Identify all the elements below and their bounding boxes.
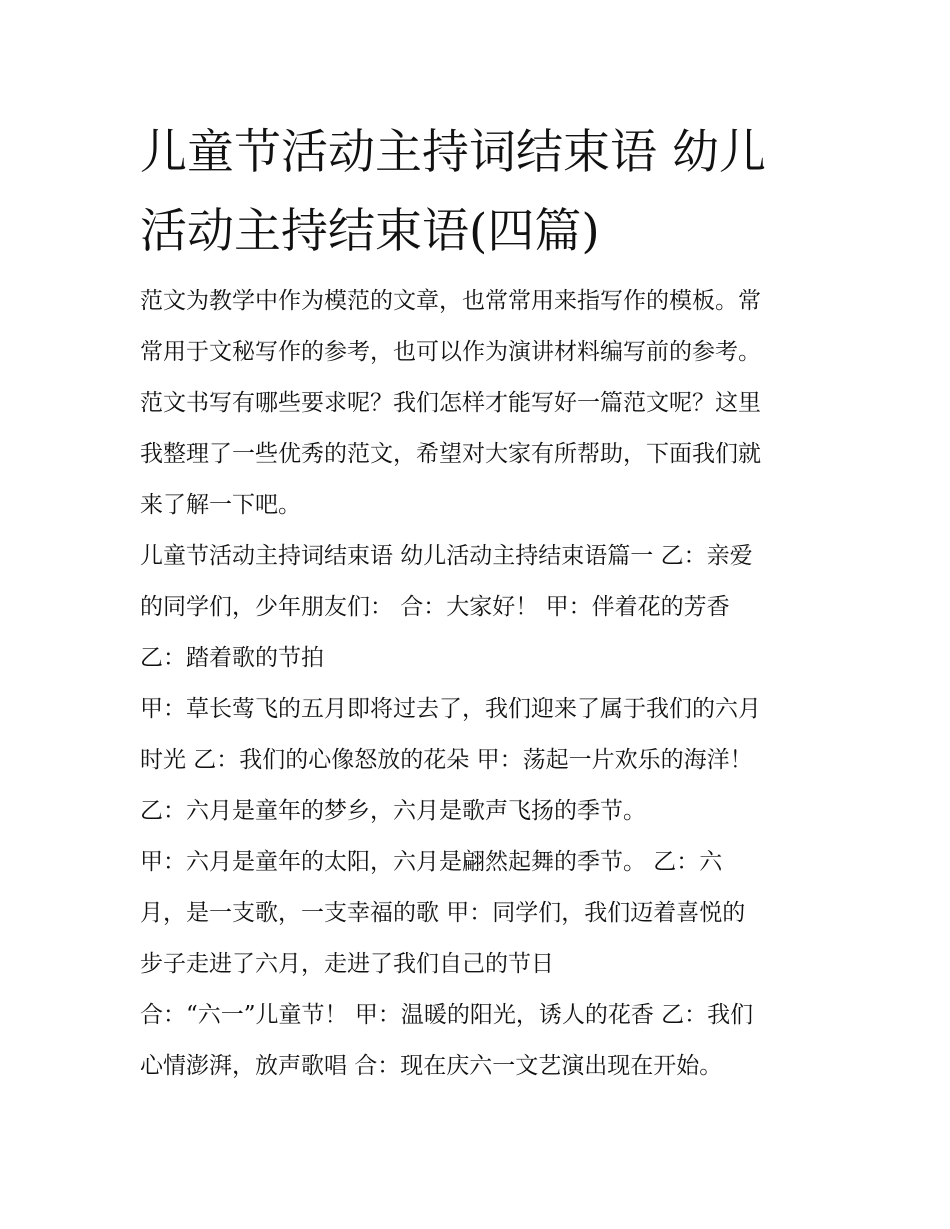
body-line: 范文书写有哪些要求呢？我们怎样才能写好一篇范文呢？这里 <box>140 390 761 416</box>
body-line: 月，是一支歌，一支幸福的歌 甲：同学们，我们迈着喜悦的 <box>140 900 746 926</box>
body-line: 我整理了一些优秀的范文，希望对大家有所帮助，下面我们就 <box>140 441 761 467</box>
body-line: 合：“六一”儿童节！ 甲：温暖的阳光，诱人的花香 乙：我们 <box>140 1002 754 1028</box>
body-line: 步子走进了六月，走进了我们自己的节日 <box>140 951 554 977</box>
title-line-1: 儿童节活动主持词结束语 幼儿 <box>140 125 766 180</box>
body-line: 儿童节活动主持词结束语 幼儿活动主持结束语篇一 乙：亲爱 <box>140 543 753 569</box>
body-line: 甲：六月是童年的太阳，六月是翩然起舞的季节。 乙：六 <box>140 849 723 875</box>
body-line: 范文为教学中作为模范的文章，也常常用来指写作的模板。常 <box>140 288 761 314</box>
body-line: 时光 乙：我们的心像怒放的花朵 甲：荡起一片欢乐的海洋！ <box>140 747 753 773</box>
body-line: 心情澎湃，放声歌唱 合：现在庆六一文艺演出现在开始。 <box>140 1053 723 1079</box>
body-line: 来了解一下吧。 <box>140 492 301 518</box>
body-line: 乙：六月是童年的梦乡，六月是歌声飞扬的季节。 <box>140 798 646 824</box>
body-line: 乙：踏着歌的节拍 <box>140 645 324 671</box>
body-line: 常用于文秘写作的参考，也可以作为演讲材料编写前的参考。 <box>140 339 761 365</box>
document-body <box>140 276 830 1092</box>
document-title <box>140 113 820 271</box>
body-line: 甲：草长莺飞的五月即将过去了，我们迎来了属于我们的六月 <box>140 696 761 722</box>
body-line: 的同学们，少年朋友们： 合：大家好！ 甲：伴着花的芳香 <box>140 594 730 620</box>
title-line-2: 活动主持结束语(四篇) <box>140 204 600 259</box>
